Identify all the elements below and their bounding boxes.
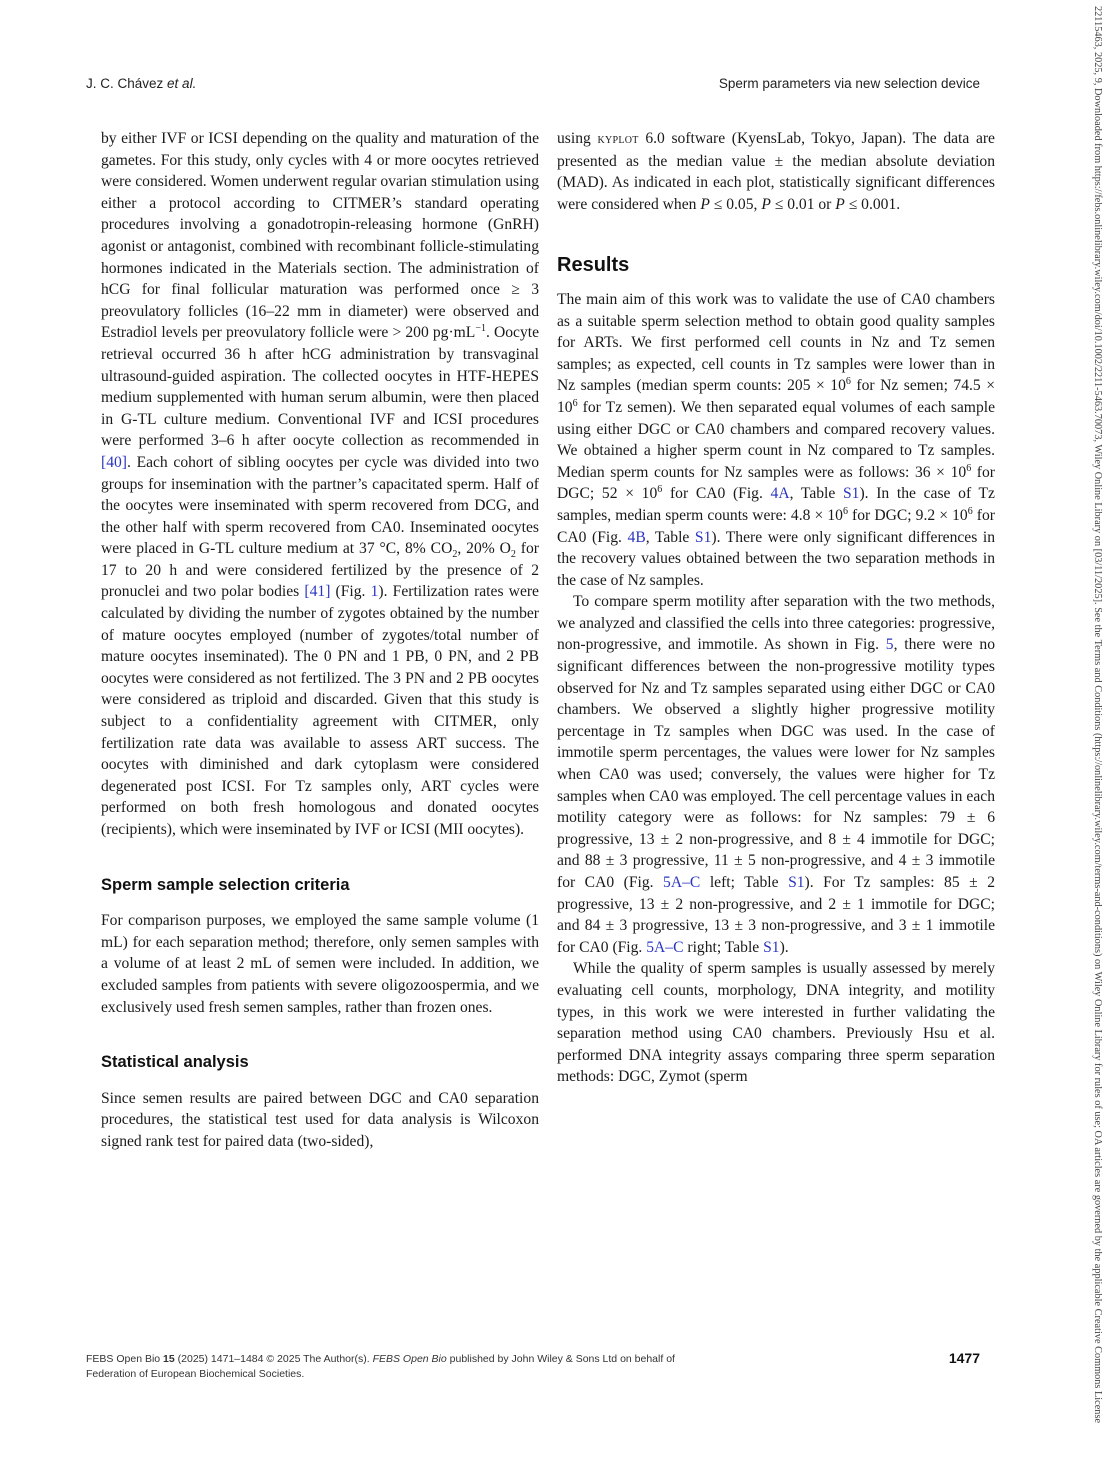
results-paragraph-counts xyxy=(557,289,995,591)
text-span: ). For Tz samples: 85 ± 2 progressive, 13 ± 2 non-progressive, and 2 ± 1 immotile for DGC; and 84 ± 3 progressive, 13 ± 3 non-progressive, and 3 ± 1 immotile for CA0 (Fig. xyxy=(557,874,995,956)
left-column xyxy=(101,128,539,1153)
right-column xyxy=(557,128,995,1088)
text-span: 6.0 software (KyensLab, Tokyo, Japan). The data are presented as the median value ± the median absolute deviation (MAD). As indicated in each plot, statistically significant differences were considered when xyxy=(557,130,995,213)
text-span: (Fig. xyxy=(330,583,371,601)
table-link-s1[interactable]: S1 xyxy=(842,485,860,503)
text-span: for CA0 (Fig. xyxy=(662,485,771,503)
section-heading-statistical-analysis: Statistical analysis xyxy=(101,1053,249,1072)
superscript: 6 xyxy=(572,397,578,409)
superscript: 6 xyxy=(845,376,851,388)
software-name: kyplot xyxy=(597,132,639,147)
superscript: 6 xyxy=(657,484,663,496)
text-span: The main aim of this work was to validate the use of CA0 chambers as a suitable sperm selection method to obtain good quality samples for ARTs. We first performed cell counts in Nz and Tz semen samples; as expected, cell counts in Tz samples were lower than in Nz samples (median sperm counts: 205 × 10 xyxy=(557,290,995,395)
footer-line-2: Federation of European Biochemical Societies. xyxy=(86,1368,305,1380)
authors-text: J. C. Chávez xyxy=(86,76,164,91)
p-symbol: P xyxy=(761,195,771,213)
text-span: left; Table xyxy=(700,874,789,891)
text-span: for CA0 (Fig. xyxy=(557,506,995,546)
text-span: using xyxy=(557,130,598,147)
authors-suffix: et al. xyxy=(167,76,197,91)
superscript: 6 xyxy=(967,505,973,517)
journal-name: FEBS Open Bio xyxy=(372,1353,447,1365)
results-paragraph-dna-integrity: While the quality of sperm samples is usually assessed by merely evaluating cell counts, morphology, DNA integrity, and motility types, in this work we were interested in further validating the separation method using CA0 chambers. Previously Hsu et al. performed DNA integrity assays comparing three sperm separation methods: DGC, Zymot (sperm xyxy=(557,960,995,1086)
page-number: 1477 xyxy=(948,1350,980,1366)
table-link-s1[interactable]: S1 xyxy=(763,938,780,956)
text-span: , 20% O xyxy=(457,540,511,558)
superscript: −1 xyxy=(475,323,486,335)
text-span: , Table xyxy=(645,528,695,546)
running-head-authors xyxy=(86,76,196,91)
text-span: . Oocyte retrieval occurred 36 h after hCG administration by transvaginal ultrasound-guided aspiration. The collected oocytes in HTF-HEPES medium supplemented with human serum albumin, were then placed in G-TL culture medium. Conventional IVF and ICSI procedures were performed 3–6 h after oocyte collection as recommended in xyxy=(101,324,540,450)
figure-link-1[interactable]: 1 xyxy=(370,583,379,601)
selection-criteria-paragraph: For comparison purposes, we employed the same sample volume (1 mL) for each separation method; therefore, only semen samples with a volume of at least 2 mL of semen were included. In addition, we excluded samples from patients with severe oligozoospermia, and we exclusively used fresh semen samples, rather than frozen ones. xyxy=(101,912,539,1016)
superscript: 6 xyxy=(966,462,972,474)
superscript: 6 xyxy=(842,505,848,517)
p-symbol: P xyxy=(700,195,710,213)
results-paragraph-motility xyxy=(557,591,995,958)
subscript: 2 xyxy=(510,549,516,561)
text-span: FEBS Open Bio xyxy=(86,1353,164,1365)
text-span: for DGC; 9.2 × 10 xyxy=(847,506,968,524)
running-head-title: Sperm parameters via new selection device xyxy=(718,76,980,91)
figure-link-4b[interactable]: 4B xyxy=(627,528,646,546)
download-side-note: 22115463, 2025, 9, Downloaded from https://febs.onlinelibrary.wiley.com/doi/10.1002/2211-5463.70073, Wiley Online Library on [03/11/2025]. See the Terms and Conditions (https://onlinelibrary.wiley.com/terms-and-conditions) on Wiley Online Library for rules of use; OA articles are governed by the applicable Creative Commons License xyxy=(1092,6,1103,1424)
text-span: . Each cohort of sibling oocytes per cycle was divided into two groups for insemination with the partner’s capacitated sperm. Half of the oocytes were inseminated with sperm recovered from DCG, and the other half with sperm recovered from CA0. Inseminated oocytes were placed in G-TL culture medium at 37 °C, 8% CO xyxy=(101,453,539,558)
section-heading-selection-criteria: Sperm sample selection criteria xyxy=(101,875,350,894)
page-footer xyxy=(86,1352,986,1382)
methods-paragraph xyxy=(101,128,539,841)
reference-link-40[interactable]: [40] xyxy=(101,453,127,471)
text-span: by either IVF or ICSI depending on the quality and maturation of the gametes. For this study, only cycles with 4 or more oocytes retrieved were considered. Women underwent regular ovarian stimulation using either a protocol according to CITMER’s standard operating procedures involving a gonadotropin-releasing hormone (GnRH) agonist or antagonist, combined with recombinant follicle-stimulating hormones indicated in the Materials section. The administration of hCG for final follicular maturation was performed once ≥ 3 preovulatory follicles (16–22 mm in diameter) were observed and Estradiol levels per preovulatory follicle were > 200 pg·mL xyxy=(101,130,539,342)
section-heading-results: Results xyxy=(557,254,630,277)
text-span: ). There were only significant differences in the recovery values obtained between the two separation methods in the case of Nz samples. xyxy=(557,528,995,589)
figure-link-5[interactable]: 5 xyxy=(885,636,894,654)
figure-link-5a-c[interactable]: 5A–C xyxy=(663,874,701,891)
text-span: for Tz semen). We then separated equal volumes of each sample using either DGC or CA0 chambers and compared recovery values. We obtained a higher sperm count in Nz compared to Tz samples. Median sperm counts for Nz samples were as follows: 36 × 10 xyxy=(557,398,995,481)
text-span: right; Table xyxy=(683,938,764,956)
text-span: (2025) 1471–1484 © 2025 The Author(s). xyxy=(174,1353,373,1365)
statistical-analysis-paragraph: Since semen results are paired between DGC and CA0 separation procedures, the statistical test used for data analysis is Wilcoxon signed rank test for paired data (two-sided), xyxy=(101,1089,539,1150)
table-link-s1[interactable]: S1 xyxy=(788,874,805,891)
text-span: , Table xyxy=(789,485,843,503)
figure-link-4a[interactable]: 4A xyxy=(770,485,790,503)
text-span: ). Fertilization rates were calculated by dividing the number of zygotes obtained by the number of mature oocytes employed (number of zygotes/total number of mature oocytes inseminated). The 0 PN and 1 PB, 0 PN, and 2 PB oocytes were considered as not fertilized. The 3 PN and 2 PB oocytes were considered as triploid and discarded. Given that this study is subject to a confidentiality agreement with CITMER, only fertilization rate data was available to assess ART success. The oocytes with diminished and dark cytoplasm were considered degenerated post ICSI. For Tz samples only, ART cycles were performed on both fresh homologous and donated oocytes (recipients), which were inseminated by IVF or ICSI (MII oocytes). xyxy=(101,583,539,838)
text-span: ). xyxy=(779,938,789,956)
table-link-s1[interactable]: S1 xyxy=(694,528,712,546)
text-span: for DGC; 52 × 10 xyxy=(557,463,995,503)
text-span: ≤ 0.01 or xyxy=(770,195,836,213)
statistical-analysis-continued xyxy=(557,128,995,215)
text-span: , there were no significant differences between the non-progressive motility types observed for Nz and Tz samples separated using either DGC or CA0 chambers. We observed a slightly higher progressive motility percentage in Tz samples when DGC was used. In the case of immotile sperm percentages, the values were lower for Nz samples when CA0 was used; conversely, the values were higher for Tz samples when CA0 was employed. The cell percentage values in each motility category were as follows: for Nz samples: 79 ± 6 progressive, 13 ± 2 non-progressive, and 8 ± 4 immotile for DGC; and 88 ± 3 progressive, 11 ± 5 non-progressive, and 4 ± 3 immotile for CA0 (Fig. xyxy=(557,636,995,891)
volume-number: 15 xyxy=(163,1353,175,1365)
text-span: ≤ 0.001. xyxy=(844,195,901,213)
text-span: ≤ 0.05, xyxy=(709,195,762,213)
subscript: 2 xyxy=(452,549,458,561)
reference-link-41[interactable]: [41] xyxy=(304,583,331,601)
text-span: for Nz semen; 74.5 × 10 xyxy=(557,377,995,416)
figure-link-5a-c[interactable]: 5A–C xyxy=(646,938,684,956)
text-span: published by John Wiley & Sons Ltd on behalf of xyxy=(446,1353,675,1365)
text-span: ). In the case of Tz samples, median sperm counts were: 4.8 × 10 xyxy=(557,485,995,524)
text-span: To compare sperm motility after separation with the two methods, we analyzed and classified the cells into three categories: progressive, non-progressive, and immotile. As shown in Fig. xyxy=(557,593,995,654)
text-span: for 17 to 20 h and were considered fertilized by the presence of 2 pronuclei and two polar bodies xyxy=(101,540,539,601)
footer-line-1 xyxy=(86,1352,986,1367)
p-symbol: P xyxy=(835,195,845,213)
